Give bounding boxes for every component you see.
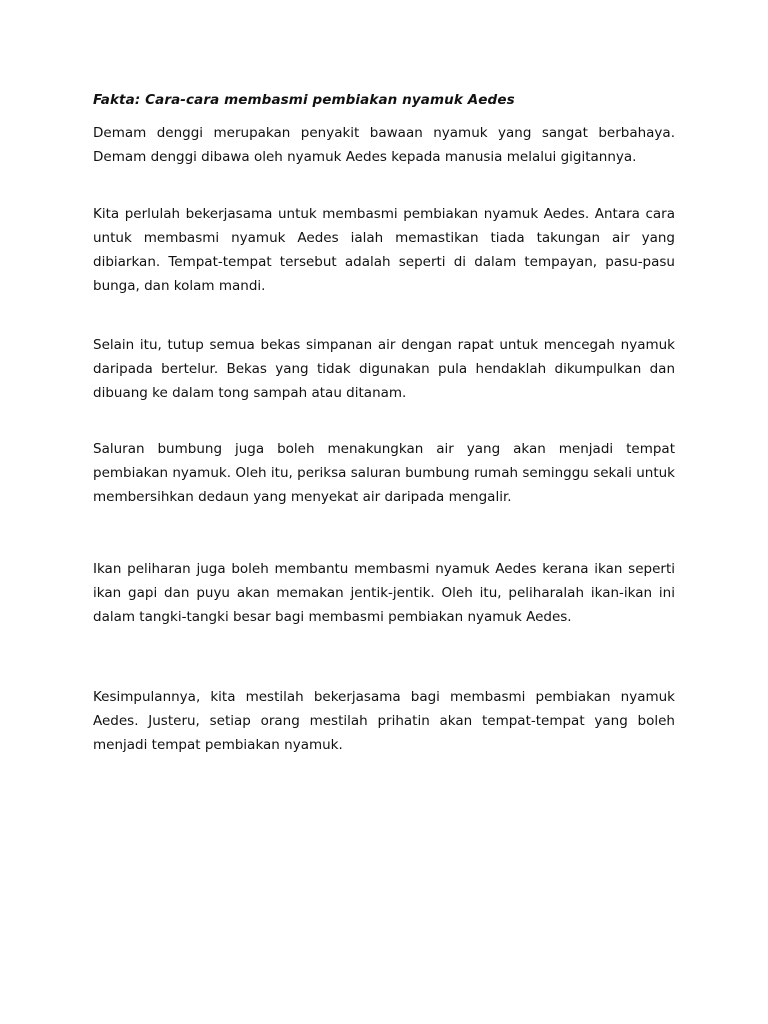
paragraph-fish: Ikan peliharan juga boleh membantu membasmi nyamuk Aedes kerana ikan seperti ikan gapi dan puyu akan memakan jentik-jentik. Oleh itu, peliharalah ikan-ikan ini dalam tangki-tangki besar bagi membasmi pembiakan nyamuk Aedes. bbox=[93, 561, 675, 625]
paragraph-conclusion: Kesimpulannya, kita mestilah bekerjasama bagi membasmi pembiakan nyamuk Aedes. Justeru, setiap orang mestilah prihatin akan tempat-tempat yang boleh menjadi tempat pembiakan nyamuk. bbox=[93, 689, 675, 753]
document-title: Fakta: Cara-cara membasmi pembiakan nyamuk Aedes bbox=[93, 92, 515, 108]
paragraph-intro: Demam denggi merupakan penyakit bawaan nyamuk yang sangat berbahaya. Demam denggi dibawa oleh nyamuk Aedes kepada manusia melalui gigitannya. bbox=[93, 125, 675, 165]
paragraph-cooperation: Kita perlulah bekerjasama untuk membasmi pembiakan nyamuk Aedes. Antara cara untuk membasmi nyamuk Aedes ialah memastikan tiada takungan air yang dibiarkan. Tempat-tempat tersebut adalah seperti di dalam tempayan, pasu-pasu bunga, dan kolam mandi. bbox=[93, 206, 675, 294]
document-page bbox=[93, 0, 675, 1024]
paragraph-cover-containers: Selain itu, tutup semua bekas simpanan air dengan rapat untuk mencegah nyamuk daripada bertelur. Bekas yang tidak digunakan pula hendaklah dikumpulkan dan dibuang ke dalam tong sampah atau ditanam. bbox=[93, 337, 675, 401]
paragraph-roof-gutters: Saluran bumbung juga boleh menakungkan air yang akan menjadi tempat pembiakan nyamuk. Oleh itu, periksa saluran bumbung rumah seminggu sekali untuk membersihkan dedaun yang menyekat air daripada mengalir. bbox=[93, 441, 675, 505]
